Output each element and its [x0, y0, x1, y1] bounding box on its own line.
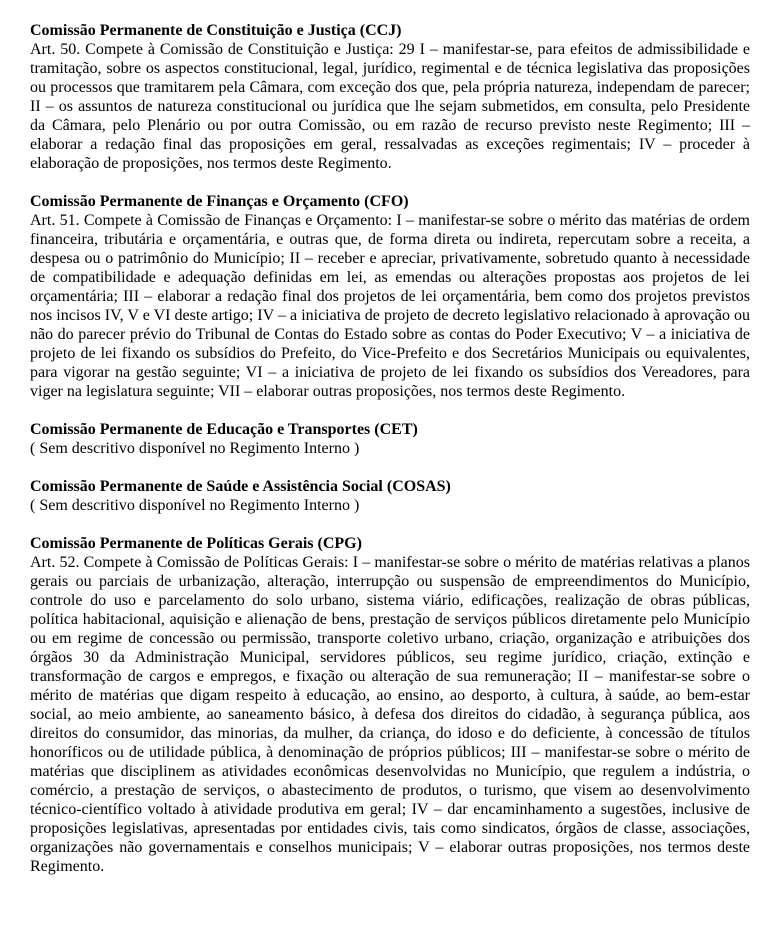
- section-cpg: [30, 534, 750, 876]
- paragraph-art-52: Art. 52. Compete à Comissão de Políticas Gerais: I – manifestar-se sobre o mérito de matérias relativas a planos gerais ou parciais de urbanização, alteração, interrupção ou suspensão de empreendimentos do Município, controle do uso e parcelamento do solo urbano, sistema viário, edificações, realização de obras públicas, política habitacional, aquisição e alienação de bens, prestação de serviços públicos diretamente pelo Município ou em regime de concessão ou permissão, transporte coletivo urbano, criação, organização e atribuições dos órgãos 30 da Administração Municipal, servidores públicos, seu regime jurídico, criação, extinção e transformação de cargos e empregos, e fixação ou alteração de sua remuneração; II – manifestar-se sobre o mérito de matérias que digam respeito à educação, ao ensino, ao desporto, à cultura, à saúde, ao bem-estar social, ao meio ambiente, ao saneamento básico, à defesa dos direitos do cidadão, à segurança pública, aos direitos do consumidor, das minorias, da mulher, da criança, do idoso e do deficiente, à concessão de títulos honoríficos ou de utilidade pública, à denominação de próprios públicos; III – manifestar-se sobre o mérito de matérias que disciplinem as atividades econômicas desenvolvidas no Município, que regulem a indústria, o comércio, a prestação de serviços, o abastecimento de produtos, o turismo, que visem ao desenvolvimento técnico-científico voltado à atividade produtiva em geral; IV – dar encaminhamento a sugestões, inclusive de proposições legislativas, apresentadas por entidades civis, tais como sindicatos, órgãos de classe, associações, organizações não governamentais e conselhos municipais; V – elaborar outras proposições, nos termos deste Regimento.: [30, 554, 750, 875]
- section-cosas: [30, 477, 750, 515]
- section-cet: [30, 420, 750, 458]
- section-cfo: [30, 192, 750, 401]
- section-ccj: [30, 21, 750, 173]
- paragraph-art-51: Art. 51. Compete à Comissão de Finanças e Orçamento: I – manifestar-se sobre o mérito das matérias de ordem financeira, tributária e orçamentária, e outras que, de forma direta ou indireta, repercutam sobre a receita, a despesa ou o patrimônio do Município; II – receber e apreciar, privativamente, sobretudo quanto à necessidade de compatibilidade e adequação definidas em lei, as emendas ou alterações propostas aos projetos de lei orçamentária; III – elaborar a redação final dos projetos de lei orçamentária, bem como dos projetos previstos nos incisos IV, V e VI deste artigo; IV – a iniciativa de projeto de decreto legislativo relacionado à aprovação ou não do parecer prévio do Tribunal de Contas do Estado sobre as contas do Poder Executivo; V – a iniciativa de projeto de lei fixando os subsídios do Prefeito, do Vice-Prefeito e dos Secretários Municipais ou equivalentes, para vigorar na gestão seguinte; VI – a iniciativa de projeto de lei fixando os subsídios dos Vereadores, para viger na legislatura seguinte; VII – elaborar outras proposições, nos termos deste Regimento.: [30, 212, 750, 400]
- section-heading-cpg: Comissão Permanente de Políticas Gerais (CPG): [30, 535, 362, 552]
- section-heading-cosas: Comissão Permanente de Saúde e Assistência Social (COSAS): [30, 478, 451, 495]
- section-heading-cfo: Comissão Permanente de Finanças e Orçamento (CFO): [30, 193, 409, 210]
- paragraph-cosas-no-description: ( Sem descritivo disponível no Regimento Interno ): [30, 497, 360, 514]
- paragraph-cet-no-description: ( Sem descritivo disponível no Regimento Interno ): [30, 440, 360, 457]
- section-heading-ccj: Comissão Permanente de Constituição e Justiça (CCJ): [30, 22, 402, 39]
- paragraph-art-50: Art. 50. Compete à Comissão de Constituição e Justiça: 29 I – manifestar-se, para efeitos de admissibilidade e tramitação, sobre os aspectos constitucional, legal, jurídico, regimental e de técnica legislativa das proposições ou processos que tramitarem pela Câmara, com exceção dos que, pela própria natureza, independam de parecer; II – os assuntos de natureza constitucional ou jurídica que lhe sejam submetidos, em consulta, pelo Presidente da Câmara, pelo Plenário ou por outra Comissão, ou em razão de recurso previsto neste Regimento; III – elaborar a redação final das proposições em geral, ressalvadas as exceções regimentais; IV – proceder à elaboração de proposições, nos termos deste Regimento.: [30, 41, 750, 172]
- section-heading-cet: Comissão Permanente de Educação e Transportes (CET): [30, 421, 418, 438]
